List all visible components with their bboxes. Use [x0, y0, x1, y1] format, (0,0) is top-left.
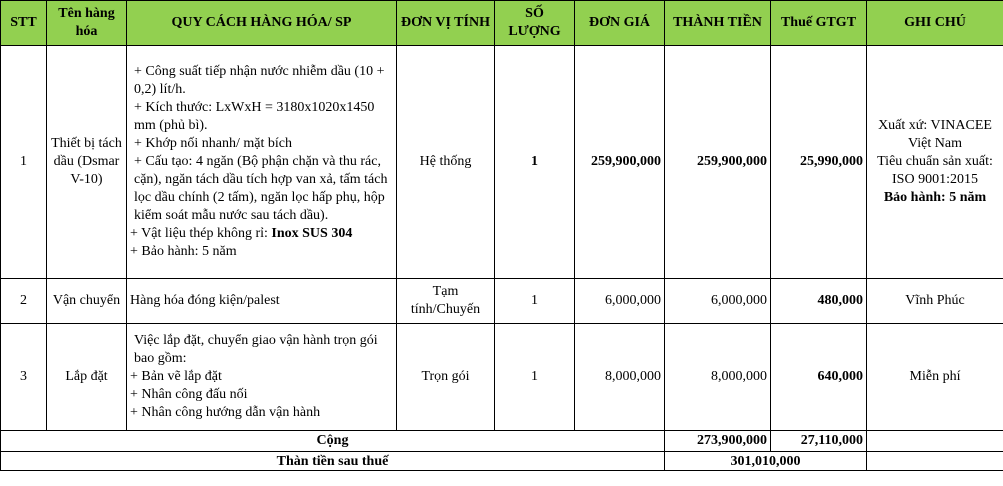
- header-amount: THÀNH TIỀN: [665, 1, 771, 46]
- spec-line: + Kích thước: LxWxH = 3180x1020x1450 mm (phủ bì).: [134, 100, 375, 133]
- cell-note: [867, 46, 1003, 279]
- cell-price: 8,000,000: [575, 324, 665, 431]
- note-standard: Tiêu chuẩn sản xuất: ISO 9001:2015: [877, 154, 993, 187]
- total-row: [1, 431, 1003, 452]
- cell-stt: 3: [1, 324, 47, 431]
- cell-qty: 1: [495, 324, 575, 431]
- spec-line: + Bản vẽ lắp đặt: [130, 369, 222, 384]
- header-spec: QUY CÁCH HÀNG HÓA/ SP: [127, 1, 397, 46]
- spec-material-value: Inox SUS 304: [271, 226, 353, 241]
- cell-note: [867, 324, 1003, 431]
- table-row: [1, 324, 1003, 431]
- grand-total-amount: 301,010,000: [665, 452, 867, 471]
- spec-line: Việc lắp đặt, chuyển giao vận hành trọn gói bao gồm:: [134, 333, 378, 366]
- cell-amount: 6,000,000: [665, 279, 771, 324]
- spec-line: + Bảo hành: 5 năm: [130, 244, 237, 259]
- note-warranty: Bảo hành: 5 năm: [883, 190, 987, 205]
- table-row: [1, 279, 1003, 324]
- spec-line: + Khớp nối nhanh/ mặt bích: [134, 136, 292, 151]
- cell-spec: [127, 279, 397, 324]
- cell-name: Vận chuyển: [47, 279, 127, 324]
- table-row: [1, 46, 1003, 279]
- cell-spec: [127, 324, 397, 431]
- cell-qty: 1: [495, 46, 575, 279]
- cell-name: Thiết bị tách dầu (Dsmar V-10): [47, 46, 127, 279]
- cell-stt: 1: [1, 46, 47, 279]
- note-text: Miễn phí: [909, 369, 961, 384]
- cell-unit: Hệ thống: [397, 46, 495, 279]
- cell-vat: 640,000: [771, 324, 867, 431]
- spec-line: + Nhân công đấu nối: [130, 387, 248, 402]
- header-note: GHI CHÚ: [867, 1, 1003, 46]
- header-name: Tên hàng hóa: [47, 1, 127, 46]
- spec-line: + Cấu tạo: 4 ngăn (Bộ phận chặn và thu rác, cặn), ngăn tách dầu tích hợp van xả, tấm tách lọc dầu chính (2 tấm), ngăn lọc hấp phụ, hộp kiểm soát mẫu nước sau tách dầu).: [134, 154, 388, 223]
- spec-line: + Công suất tiếp nhận nước nhiễm dầu (10 + 0,2) lít/h.: [134, 64, 385, 97]
- cell-amount: 8,000,000: [665, 324, 771, 431]
- note-text: Vĩnh Phúc: [905, 293, 965, 308]
- cell-price: 6,000,000: [575, 279, 665, 324]
- cell-spec: [127, 46, 397, 279]
- spec-line: + Nhân công hướng dẫn vận hành: [130, 405, 321, 420]
- spec-line: [130, 225, 393, 243]
- cell-qty: 1: [495, 279, 575, 324]
- note-origin: Xuất xứ: VINACEE Việt Nam: [878, 118, 992, 151]
- cell-stt: 2: [1, 279, 47, 324]
- cell-unit: Trọn gói: [397, 324, 495, 431]
- spec-line: Hàng hóa đóng kiện/palest: [130, 293, 280, 308]
- spec-material-label: + Vật liệu thép không rỉ:: [130, 226, 272, 241]
- grand-total-row: [1, 452, 1003, 471]
- cell-unit: Tạm tính/Chuyến: [397, 279, 495, 324]
- cell-amount: 259,900,000: [665, 46, 771, 279]
- header-unit: ĐƠN VỊ TÍNH: [397, 1, 495, 46]
- total-amount: 273,900,000: [665, 431, 771, 452]
- cell-note: [867, 279, 1003, 324]
- cell-price: 259,900,000: [575, 46, 665, 279]
- cell-vat: 25,990,000: [771, 46, 867, 279]
- grand-total-note-empty: [867, 452, 1003, 471]
- total-label: Cộng: [1, 431, 665, 452]
- header-vat: Thuế GTGT: [771, 1, 867, 46]
- header-price: ĐƠN GIÁ: [575, 1, 665, 46]
- header-row: [1, 1, 1003, 46]
- header-qty: SỐ LƯỢNG: [495, 1, 575, 46]
- grand-total-label: Thàn tiền sau thuế: [1, 452, 665, 471]
- cell-name: Lắp đặt: [47, 324, 127, 431]
- total-note-empty: [867, 431, 1003, 452]
- header-stt: STT: [1, 1, 47, 46]
- cell-vat: 480,000: [771, 279, 867, 324]
- total-vat: 27,110,000: [771, 431, 867, 452]
